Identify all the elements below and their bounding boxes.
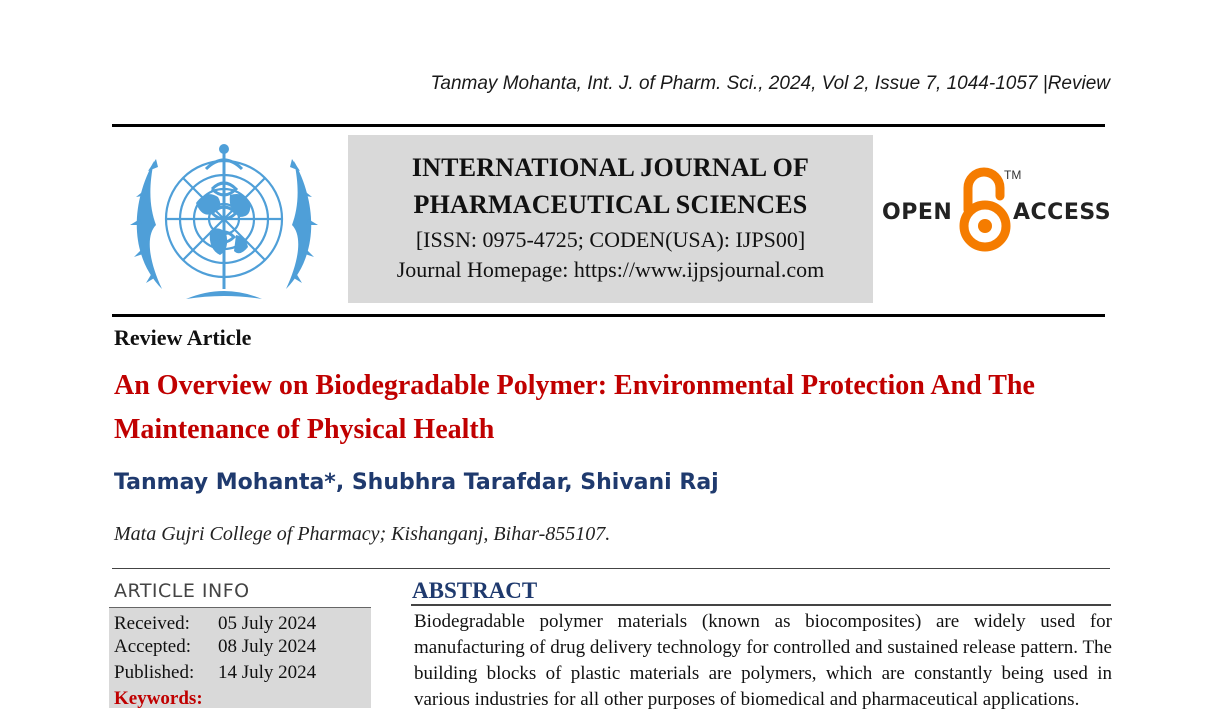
- top-rule: [112, 124, 1105, 127]
- article-title: An Overview on Biodegradable Polymer: Environmental Protection And The Maintenance of Physical Health: [114, 370, 1035, 445]
- abstract-heading: ABSTRACT: [412, 578, 538, 603]
- received-date: 05 July 2024: [218, 613, 317, 634]
- abstract-rule: [411, 604, 1111, 606]
- header-bottom-rule: [112, 314, 1105, 317]
- published-row: [114, 662, 316, 684]
- abstract-text: Biodegradable polymer materials (known as biocomposites) are widely used for manufacturing of drug delivery technology for controlled and sustained release pattern. The building blocks of plastic materials are polymers, which are constantly being used in various industries for all other purposes of biomedical and pharmaceutical applications.: [414, 611, 1112, 710]
- open-access-logo: [880, 166, 1110, 252]
- journal-title-box: [348, 135, 873, 303]
- section-divider: [112, 568, 1110, 569]
- published-date: 14 July 2024: [218, 662, 317, 683]
- accepted-label: Accepted:: [114, 636, 192, 657]
- keywords-label: Keywords:: [114, 688, 203, 709]
- received-row: [114, 613, 316, 635]
- article-type: Review Article: [114, 325, 252, 350]
- trademark-symbol: TM: [1004, 168, 1022, 182]
- article-info-heading: ARTICLE INFO: [114, 580, 250, 602]
- open-access-open-text: OPEN: [882, 200, 953, 225]
- received-label: Received:: [114, 613, 190, 634]
- published-label: Published:: [114, 662, 195, 683]
- open-access-access-text: ACCESS: [1013, 200, 1112, 225]
- citation-header: Tanmay Mohanta, Int. J. of Pharm. Sci., 2024, Vol 2, Issue 7, 1044-1057 |Review: [430, 73, 1110, 94]
- author-list: Tanmay Mohanta*, Shubhra Tarafdar, Shivani Raj: [114, 470, 719, 495]
- article-info-box: [109, 607, 371, 708]
- journal-title-line1: INTERNATIONAL JOURNAL OF: [411, 153, 810, 182]
- affiliation: Mata Gujri College of Pharmacy; Kishanganj, Bihar-855107.: [114, 523, 611, 545]
- journal-title-line2: PHARMACEUTICAL SCIENCES: [413, 190, 808, 219]
- journal-homepage[interactable]: Journal Homepage: https://www.ijpsjournal.com: [396, 257, 825, 282]
- un-emblem-logo: [126, 139, 322, 305]
- accepted-date: 08 July 2024: [218, 636, 317, 657]
- accepted-row: [114, 636, 316, 658]
- journal-issn: [ISSN: 0975-4725; CODEN(USA): IJPS00]: [415, 227, 806, 252]
